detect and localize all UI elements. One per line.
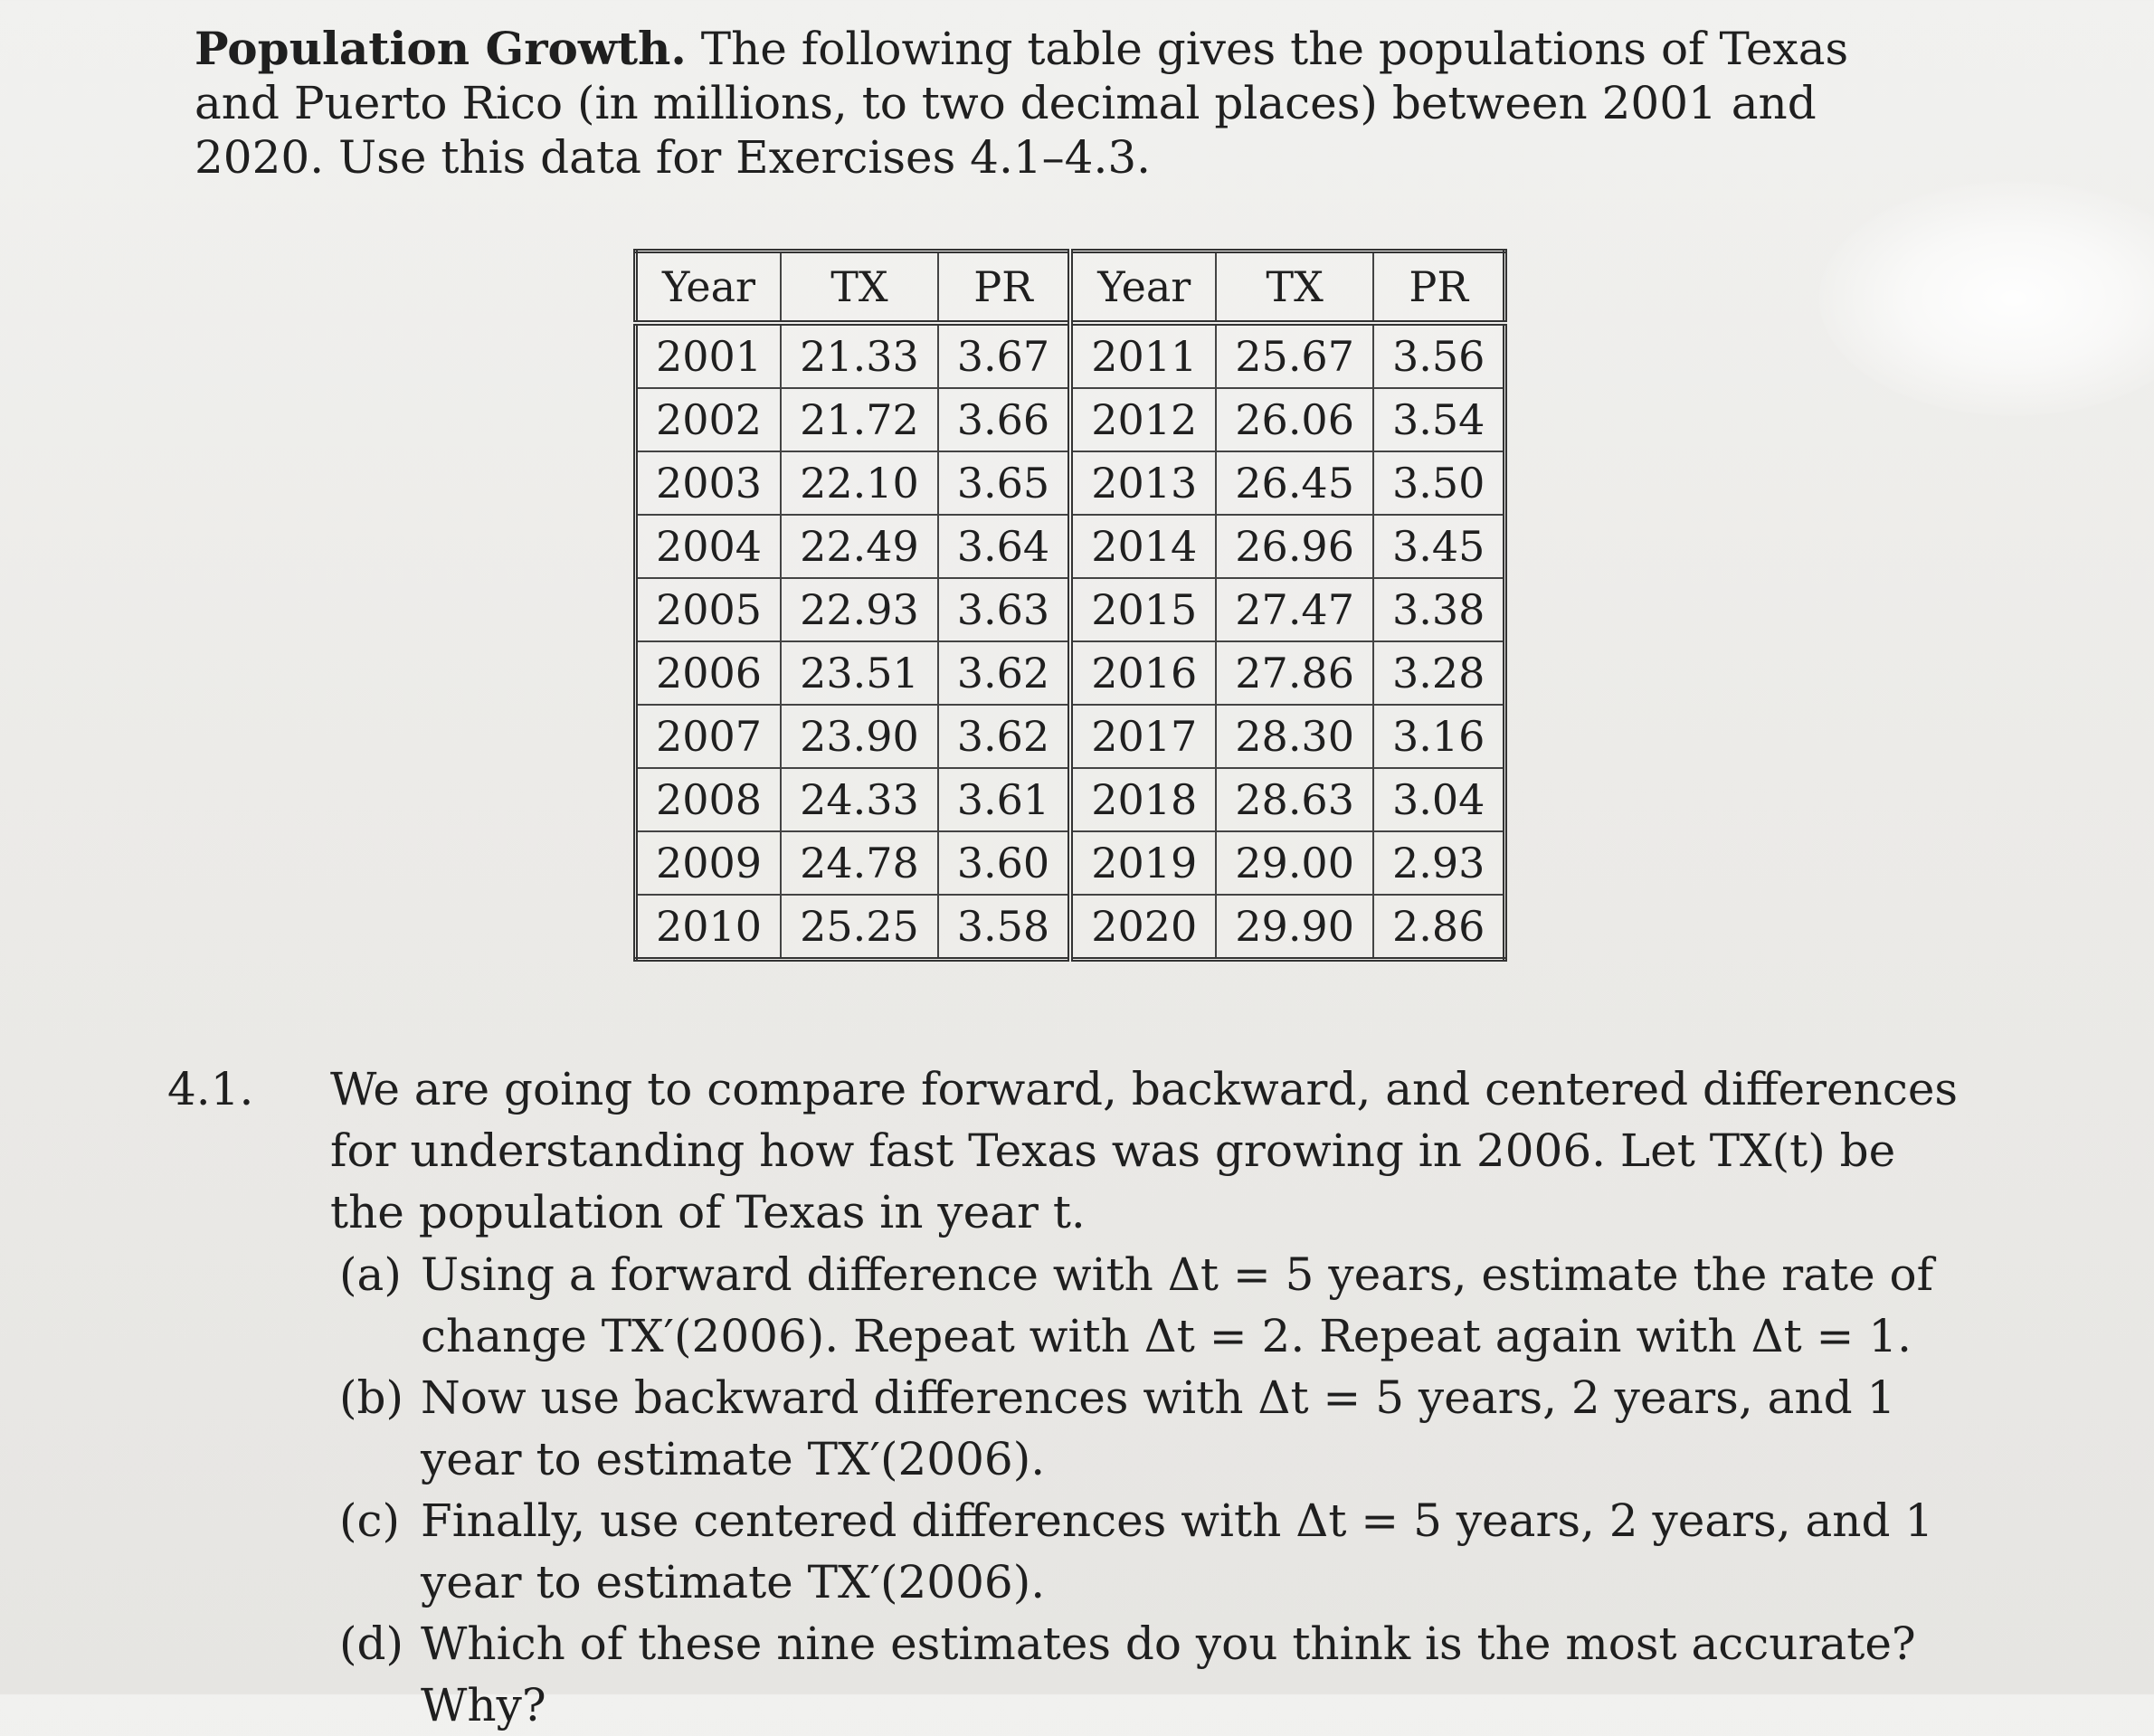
table-cell: 22.10 xyxy=(781,451,938,515)
table-cell: 3.45 xyxy=(1373,515,1505,578)
table-row xyxy=(636,451,1505,515)
table-cell: 3.64 xyxy=(938,515,1070,578)
table-cell: 25.67 xyxy=(1216,323,1373,388)
header-year-1: Year xyxy=(636,251,782,324)
exercise-number: 4.1. xyxy=(167,1063,254,1115)
table-cell: 3.58 xyxy=(938,895,1070,960)
part-text: Which of these nine estimates do you think is the most accurate? Why? xyxy=(421,1617,1916,1731)
table-row xyxy=(636,578,1505,641)
table-cell: 21.33 xyxy=(781,323,938,388)
table-cell: 26.96 xyxy=(1216,515,1373,578)
table-row xyxy=(636,768,1505,831)
table-cell: 3.66 xyxy=(938,388,1070,451)
table-cell: 24.78 xyxy=(781,831,938,895)
header-year-2: Year xyxy=(1070,251,1216,324)
table-cell: 2008 xyxy=(636,768,782,831)
part-text: Now use backward differences with Δt = 5 years, 2 years, and 1 year to estimate TX′(2006). xyxy=(421,1371,1896,1485)
table-cell: 22.93 xyxy=(781,578,938,641)
part-label: (c) xyxy=(339,1494,401,1547)
exercise-part xyxy=(339,1490,1977,1613)
table-cell: 2013 xyxy=(1070,451,1216,515)
exercise-parts xyxy=(339,1244,1977,1736)
table-cell: 2005 xyxy=(636,578,782,641)
table-cell: 3.38 xyxy=(1373,578,1505,641)
table-cell: 2009 xyxy=(636,831,782,895)
table-cell: 2007 xyxy=(636,705,782,768)
table-cell: 3.54 xyxy=(1373,388,1505,451)
table-cell: 2014 xyxy=(1070,515,1216,578)
table-cell: 2020 xyxy=(1070,895,1216,960)
table-cell: 2011 xyxy=(1070,323,1216,388)
table-cell: 3.67 xyxy=(938,323,1070,388)
table-row xyxy=(636,831,1505,895)
table-cell: 25.25 xyxy=(781,895,938,960)
table-cell: 24.33 xyxy=(781,768,938,831)
part-label: (d) xyxy=(339,1617,404,1670)
table-cell: 29.00 xyxy=(1216,831,1373,895)
table-cell: 29.90 xyxy=(1216,895,1373,960)
table-cell: 3.04 xyxy=(1373,768,1505,831)
table-cell: 2012 xyxy=(1070,388,1216,451)
header-pr-2: PR xyxy=(1373,251,1505,324)
table-cell: 2.93 xyxy=(1373,831,1505,895)
part-text: Using a forward difference with Δt = 5 years, estimate the rate of change TX′(2006). Repeat with Δt = 2. Repeat again with Δt = 1. xyxy=(421,1248,1934,1362)
table-body xyxy=(636,323,1505,960)
table-cell: 2017 xyxy=(1070,705,1216,768)
table-cell: 3.28 xyxy=(1373,641,1505,705)
table-cell: 22.49 xyxy=(781,515,938,578)
table-cell: 28.30 xyxy=(1216,705,1373,768)
table-row xyxy=(636,705,1505,768)
table-row xyxy=(636,388,1505,451)
table-cell: 3.56 xyxy=(1373,323,1505,388)
table-cell: 2.86 xyxy=(1373,895,1505,960)
table-cell: 2004 xyxy=(636,515,782,578)
table-header-row xyxy=(636,251,1505,324)
part-text: Finally, use centered differences with Δt = 5 years, 2 years, and 1 year to estimate TX′(2006). xyxy=(421,1494,1934,1608)
table-cell: 28.63 xyxy=(1216,768,1373,831)
intro-title: Population Growth. xyxy=(195,22,687,75)
table-cell: 2016 xyxy=(1070,641,1216,705)
exercise-part xyxy=(339,1367,1977,1490)
population-table xyxy=(633,249,1507,962)
part-label: (b) xyxy=(339,1371,404,1424)
table-cell: 2001 xyxy=(636,323,782,388)
table-row xyxy=(636,641,1505,705)
exercise-text: We are going to compare forward, backward, and centered differences for understanding how fast Texas was growing in 2006. Let TX(t) be the population of Texas in year t. xyxy=(330,1063,1959,1238)
table-cell: 21.72 xyxy=(781,388,938,451)
table-cell: 3.16 xyxy=(1373,705,1505,768)
table-cell: 23.51 xyxy=(781,641,938,705)
table-cell: 27.47 xyxy=(1216,578,1373,641)
table-row xyxy=(636,895,1505,960)
table-cell: 27.86 xyxy=(1216,641,1373,705)
table-cell: 2019 xyxy=(1070,831,1216,895)
header-tx-1: TX xyxy=(781,251,938,324)
table-cell: 2015 xyxy=(1070,578,1216,641)
table-row xyxy=(636,515,1505,578)
exercise-part xyxy=(339,1244,1977,1367)
table-cell: 2006 xyxy=(636,641,782,705)
table-cell: 26.45 xyxy=(1216,451,1373,515)
table-row xyxy=(636,323,1505,388)
table-cell: 3.62 xyxy=(938,705,1070,768)
table-cell: 2010 xyxy=(636,895,782,960)
table-cell: 3.50 xyxy=(1373,451,1505,515)
light-glare xyxy=(1819,181,2154,416)
header-pr-1: PR xyxy=(938,251,1070,324)
table-cell: 26.06 xyxy=(1216,388,1373,451)
table-cell: 3.65 xyxy=(938,451,1070,515)
table-cell: 3.63 xyxy=(938,578,1070,641)
table-cell: 3.60 xyxy=(938,831,1070,895)
table-cell: 3.61 xyxy=(938,768,1070,831)
intro-text: The following table gives the populations of Texas and Puerto Rico (in millions, to two decimal places) between 2001 and 2020. Use this data for Exercises 4.1–4.3. xyxy=(195,23,1849,184)
intro-paragraph xyxy=(195,22,1931,185)
table-cell: 2018 xyxy=(1070,768,1216,831)
table-cell: 23.90 xyxy=(781,705,938,768)
exercise-part xyxy=(339,1613,1977,1736)
table-cell: 2003 xyxy=(636,451,782,515)
table-cell: 2002 xyxy=(636,388,782,451)
part-label: (a) xyxy=(339,1248,402,1301)
table-cell: 3.62 xyxy=(938,641,1070,705)
header-tx-2: TX xyxy=(1216,251,1373,324)
